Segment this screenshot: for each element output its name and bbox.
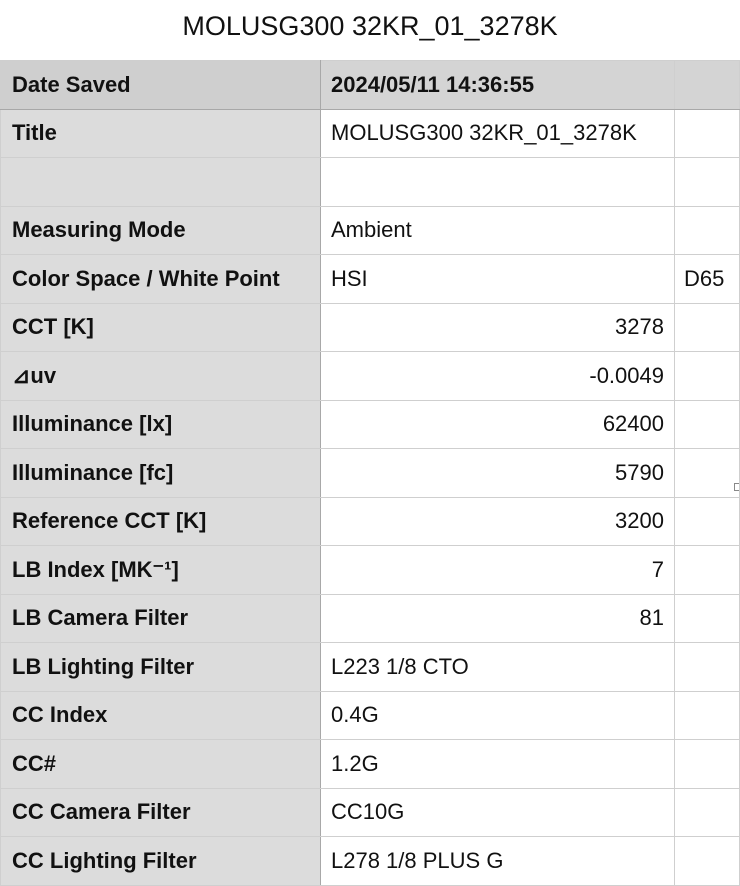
row-label-cell[interactable]: Illuminance [lx] <box>1 400 321 449</box>
table-row <box>1 449 740 498</box>
table-row <box>1 303 740 352</box>
table-row <box>1 158 740 207</box>
row-value-cell[interactable]: -0.0049 <box>321 352 675 401</box>
row-label-cell[interactable]: Measuring Mode <box>1 206 321 255</box>
row-extra-cell[interactable]: D65 <box>675 255 740 304</box>
row-value-cell[interactable]: 3278 <box>321 303 675 352</box>
table-row <box>1 206 740 255</box>
row-extra-cell[interactable] <box>675 158 740 207</box>
document-title: MOLUSG300 32KR_01_3278K <box>182 11 558 41</box>
cell-resize-handle[interactable] <box>734 483 739 491</box>
row-label-cell[interactable]: CC# <box>1 740 321 789</box>
row-extra-cell[interactable] <box>675 206 740 255</box>
row-label-cell[interactable]: CCT [K] <box>1 303 321 352</box>
row-extra-cell[interactable] <box>675 449 740 498</box>
table-row <box>1 400 740 449</box>
row-extra-cell[interactable] <box>675 643 740 692</box>
table-row <box>1 691 740 740</box>
row-label-cell[interactable]: CC Lighting Filter <box>1 837 321 886</box>
row-value-cell[interactable]: 5790 <box>321 449 675 498</box>
row-label-cell[interactable]: LB Lighting Filter <box>1 643 321 692</box>
table-row <box>1 61 740 110</box>
row-extra-cell[interactable] <box>675 303 740 352</box>
row-value-cell[interactable]: Ambient <box>321 206 675 255</box>
row-label-cell[interactable]: Reference CCT [K] <box>1 497 321 546</box>
row-label-cell[interactable]: LB Index [MK⁻¹] <box>1 546 321 595</box>
row-extra-cell[interactable] <box>675 740 740 789</box>
row-extra-cell[interactable] <box>675 61 740 110</box>
row-label-cell[interactable]: CC Camera Filter <box>1 788 321 837</box>
row-extra-cell[interactable] <box>675 788 740 837</box>
row-value-cell[interactable]: L278 1/8 PLUS G <box>321 837 675 886</box>
row-extra-cell[interactable] <box>675 497 740 546</box>
row-label-cell[interactable]: Color Space / White Point <box>1 255 321 304</box>
table-row <box>1 788 740 837</box>
row-extra-cell[interactable] <box>675 546 740 595</box>
table-row <box>1 109 740 158</box>
table-row <box>1 497 740 546</box>
row-extra-cell[interactable] <box>675 691 740 740</box>
row-value-cell[interactable]: 62400 <box>321 400 675 449</box>
table-row <box>1 546 740 595</box>
table-row <box>1 255 740 304</box>
measurement-table-body <box>1 61 740 886</box>
table-row <box>1 594 740 643</box>
row-value-cell[interactable]: 2024/05/11 14:36:55 <box>321 61 675 110</box>
row-value-cell[interactable]: L223 1/8 CTO <box>321 643 675 692</box>
table-row <box>1 352 740 401</box>
row-extra-cell[interactable] <box>675 400 740 449</box>
row-extra-cell[interactable] <box>675 594 740 643</box>
row-label-cell[interactable]: Date Saved <box>1 61 321 110</box>
measurement-table <box>0 60 740 886</box>
row-extra-cell[interactable] <box>675 352 740 401</box>
row-label-cell[interactable]: Illuminance [fc] <box>1 449 321 498</box>
row-label-cell[interactable]: ⊿uv <box>1 352 321 401</box>
row-value-cell[interactable]: CC10G <box>321 788 675 837</box>
row-value-cell[interactable]: MOLUSG300 32KR_01_3278K <box>321 109 675 158</box>
row-value-cell[interactable]: 0.4G <box>321 691 675 740</box>
row-value-cell[interactable]: 1.2G <box>321 740 675 789</box>
table-row <box>1 740 740 789</box>
row-value-cell[interactable]: 81 <box>321 594 675 643</box>
row-extra-cell[interactable] <box>675 109 740 158</box>
row-label-cell[interactable]: CC Index <box>1 691 321 740</box>
row-label-cell[interactable] <box>1 158 321 207</box>
row-value-cell[interactable] <box>321 158 675 207</box>
row-value-cell[interactable]: 3200 <box>321 497 675 546</box>
row-value-cell[interactable]: HSI <box>321 255 675 304</box>
row-value-cell[interactable]: 7 <box>321 546 675 595</box>
table-row <box>1 643 740 692</box>
row-label-cell[interactable]: LB Camera Filter <box>1 594 321 643</box>
row-label-cell[interactable]: Title <box>1 109 321 158</box>
